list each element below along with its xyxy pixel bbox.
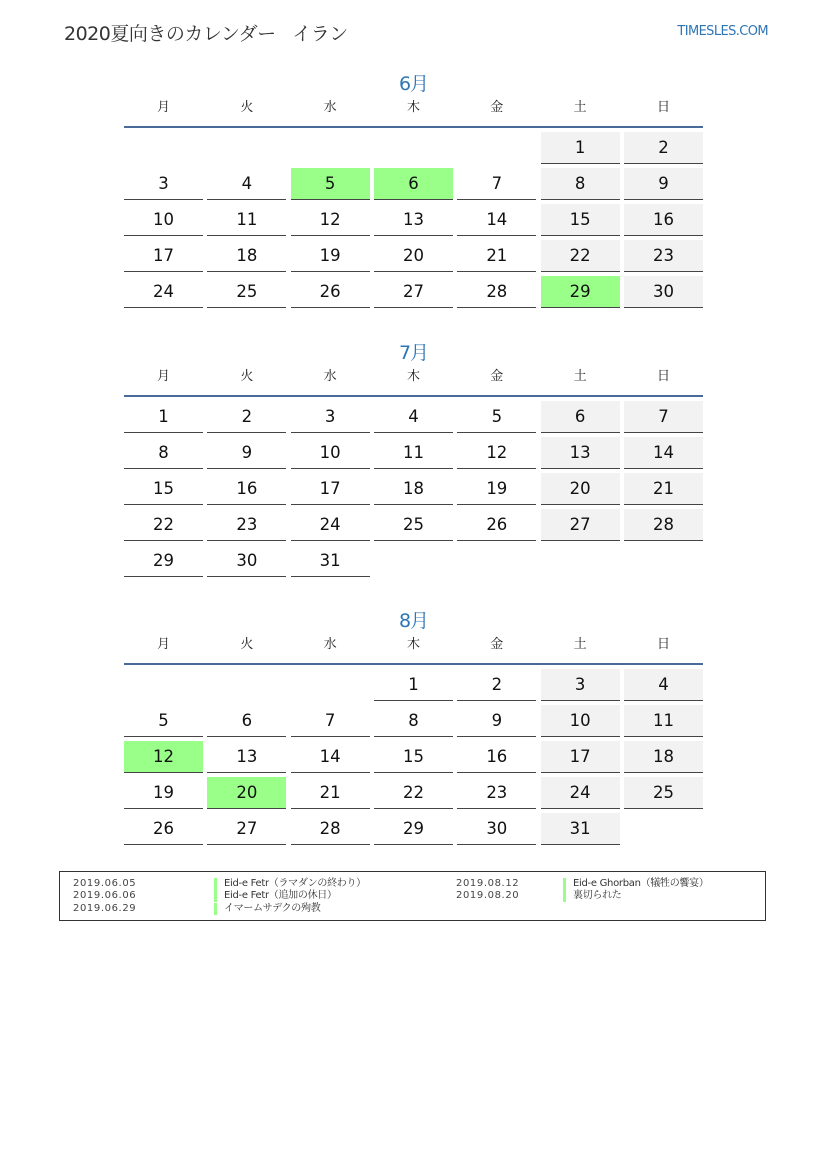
day-cell[interactable]: 14 (624, 437, 703, 469)
site-brand[interactable]: TIMESLES.COM (677, 24, 768, 39)
weekday-label: 月 (156, 369, 170, 384)
week-row (124, 437, 703, 473)
day-cell[interactable]: 29 (374, 813, 453, 845)
day-cell[interactable]: 3 (541, 669, 620, 701)
day-cell[interactable]: 24 (291, 509, 370, 541)
weekday-label: 金 (490, 369, 504, 384)
day-cell[interactable]: 20 (541, 473, 620, 505)
day-cell[interactable]: 12 (457, 437, 536, 469)
weekday-label: 水 (323, 637, 337, 652)
week-row (124, 276, 703, 312)
month-title: 7月 (398, 342, 429, 364)
weekday-label: 日 (656, 369, 670, 384)
week-row (124, 813, 703, 849)
month-title: 8月 (398, 610, 429, 632)
day-cell[interactable]: 13 (374, 204, 453, 236)
day-cell[interactable]: 23 (624, 240, 703, 272)
weekday-header (124, 369, 703, 395)
month-june (124, 68, 703, 312)
day-cell[interactable]: 23 (457, 777, 536, 809)
day-cell[interactable]: 1 (541, 132, 620, 164)
day-cell[interactable]: 3 (124, 168, 203, 200)
day-cell[interactable]: 27 (207, 813, 286, 845)
day-cell[interactable]: 6 (541, 401, 620, 433)
legend-holiday-name: 裏切られた (563, 890, 622, 902)
day-cell[interactable]: 24 (124, 276, 203, 308)
legend-holiday-name: Eid-e Fetr（ラマダンの終わり） (214, 878, 366, 890)
weekday-label: 日 (656, 637, 670, 652)
week-row (124, 545, 703, 581)
day-cell[interactable]: 27 (541, 509, 620, 541)
day-cell[interactable]: 25 (207, 276, 286, 308)
day-cell[interactable]: 17 (541, 741, 620, 773)
day-cell[interactable]: 7 (291, 705, 370, 737)
day-cell[interactable]: 17 (291, 473, 370, 505)
day-cell[interactable]: 26 (457, 509, 536, 541)
day-cell[interactable]: 25 (624, 777, 703, 809)
day-cell[interactable]: 10 (291, 437, 370, 469)
day-cell[interactable]: 12 (124, 741, 203, 773)
day-cell[interactable]: 18 (207, 240, 286, 272)
legend-date: 2019.08.12 (456, 878, 520, 889)
day-cell[interactable]: 20 (374, 240, 453, 272)
weekday-header (124, 637, 703, 663)
day-cell[interactable]: 17 (124, 240, 203, 272)
day-cell[interactable]: 21 (457, 240, 536, 272)
legend-date: 2019.06.05 (73, 878, 137, 889)
day-cell[interactable]: 31 (291, 545, 370, 577)
day-cell[interactable]: 11 (207, 204, 286, 236)
day-cell[interactable]: 13 (207, 741, 286, 773)
day-cell[interactable]: 6 (207, 705, 286, 737)
day-cell[interactable]: 14 (457, 204, 536, 236)
weekday-label: 月 (156, 100, 170, 115)
weekday-label: 土 (573, 100, 587, 115)
day-cell[interactable]: 9 (207, 437, 286, 469)
day-cell[interactable]: 8 (124, 437, 203, 469)
day-cell[interactable]: 14 (291, 741, 370, 773)
day-cell[interactable]: 20 (207, 777, 286, 809)
day-cell[interactable]: 8 (374, 705, 453, 737)
week-row (124, 240, 703, 276)
month-title: 6月 (398, 73, 429, 95)
weekday-label: 火 (240, 369, 254, 384)
month-august (124, 605, 703, 849)
weekday-label: 金 (490, 100, 504, 115)
day-cell[interactable]: 19 (124, 777, 203, 809)
week-row (124, 509, 703, 545)
day-cell[interactable]: 1 (124, 401, 203, 433)
day-cell[interactable]: 16 (207, 473, 286, 505)
day-cell[interactable]: 29 (541, 276, 620, 308)
day-cell[interactable]: 5 (124, 705, 203, 737)
day-cell[interactable]: 4 (624, 669, 703, 701)
weekday-label: 土 (573, 369, 587, 384)
holiday-legend (59, 871, 766, 921)
day-cell[interactable]: 4 (374, 401, 453, 433)
day-cell[interactable]: 21 (291, 777, 370, 809)
header-rule (124, 395, 703, 397)
day-cell[interactable]: 9 (624, 168, 703, 200)
day-cell[interactable]: 26 (124, 813, 203, 845)
day-cell[interactable]: 11 (374, 437, 453, 469)
day-cell[interactable]: 22 (541, 240, 620, 272)
day-cell[interactable]: 10 (124, 204, 203, 236)
legend-holiday-name: Eid-e Ghorban（犠牲の饗宴） (563, 878, 709, 890)
weekday-label: 金 (490, 637, 504, 652)
day-cell[interactable]: 6 (374, 168, 453, 200)
week-row (124, 473, 703, 509)
legend-date: 2019.06.29 (73, 903, 137, 914)
day-cell[interactable]: 2 (457, 669, 536, 701)
day-cell[interactable]: 15 (374, 741, 453, 773)
day-cell[interactable]: 19 (457, 473, 536, 505)
day-cell[interactable]: 4 (207, 168, 286, 200)
day-cell[interactable]: 2 (624, 132, 703, 164)
week-row (124, 705, 703, 741)
day-cell[interactable]: 18 (374, 473, 453, 505)
day-cell[interactable]: 25 (374, 509, 453, 541)
day-cell[interactable]: 30 (207, 545, 286, 577)
day-cell[interactable]: 31 (541, 813, 620, 845)
day-cell[interactable]: 28 (624, 509, 703, 541)
month-july (124, 337, 703, 581)
legend-holiday-name: Eid-e Fetr（追加の休日） (214, 890, 337, 902)
day-cell[interactable]: 7 (624, 401, 703, 433)
legend-item (60, 878, 760, 890)
day-cell[interactable]: 13 (541, 437, 620, 469)
day-cell[interactable]: 19 (291, 240, 370, 272)
day-cell[interactable]: 15 (124, 473, 203, 505)
day-cell[interactable]: 22 (124, 509, 203, 541)
week-row (124, 132, 703, 168)
day-cell[interactable]: 16 (624, 204, 703, 236)
weekday-label: 火 (240, 100, 254, 115)
legend-item (60, 903, 440, 915)
weekday-label: 土 (573, 637, 587, 652)
day-cell[interactable]: 11 (624, 705, 703, 737)
day-cell[interactable]: 24 (541, 777, 620, 809)
day-cell[interactable]: 10 (541, 705, 620, 737)
day-cell[interactable]: 12 (291, 204, 370, 236)
day-cell[interactable]: 28 (457, 276, 536, 308)
header-rule (124, 126, 703, 128)
weekday-label: 水 (323, 100, 337, 115)
weekday-label: 火 (240, 637, 254, 652)
day-cell[interactable]: 5 (457, 401, 536, 433)
week-row (124, 777, 703, 813)
day-cell[interactable]: 30 (624, 276, 703, 308)
page-title: 2020夏向きのカレンダー イラン (64, 23, 348, 45)
week-row (124, 741, 703, 777)
week-row (124, 168, 703, 204)
day-cell[interactable]: 3 (291, 401, 370, 433)
week-row (124, 204, 703, 240)
legend-date: 2019.08.20 (456, 890, 520, 901)
weekday-label: 月 (156, 637, 170, 652)
day-cell[interactable]: 27 (374, 276, 453, 308)
day-cell[interactable]: 26 (291, 276, 370, 308)
week-row (124, 401, 703, 437)
weekday-header (124, 100, 703, 126)
day-cell[interactable]: 22 (374, 777, 453, 809)
day-cell[interactable]: 2 (207, 401, 286, 433)
day-cell[interactable]: 18 (624, 741, 703, 773)
weekday-label: 水 (323, 369, 337, 384)
weekday-label: 木 (406, 100, 420, 115)
day-cell[interactable]: 30 (457, 813, 536, 845)
legend-item (60, 890, 760, 902)
legend-holiday-name: イマームサデクの殉教 (214, 903, 320, 915)
day-cell[interactable]: 29 (124, 545, 203, 577)
legend-date: 2019.06.06 (73, 890, 137, 901)
day-cell[interactable]: 23 (207, 509, 286, 541)
day-cell[interactable]: 8 (541, 168, 620, 200)
day-cell[interactable]: 5 (291, 168, 370, 200)
day-cell[interactable]: 15 (541, 204, 620, 236)
day-cell[interactable]: 28 (291, 813, 370, 845)
day-cell[interactable]: 21 (624, 473, 703, 505)
day-cell[interactable]: 7 (457, 168, 536, 200)
weekday-label: 日 (656, 100, 670, 115)
day-cell[interactable]: 16 (457, 741, 536, 773)
day-cell[interactable]: 1 (374, 669, 453, 701)
day-cell[interactable]: 9 (457, 705, 536, 737)
week-row (124, 669, 703, 705)
header-rule (124, 663, 703, 665)
weekday-label: 木 (406, 369, 420, 384)
weekday-label: 木 (406, 637, 420, 652)
